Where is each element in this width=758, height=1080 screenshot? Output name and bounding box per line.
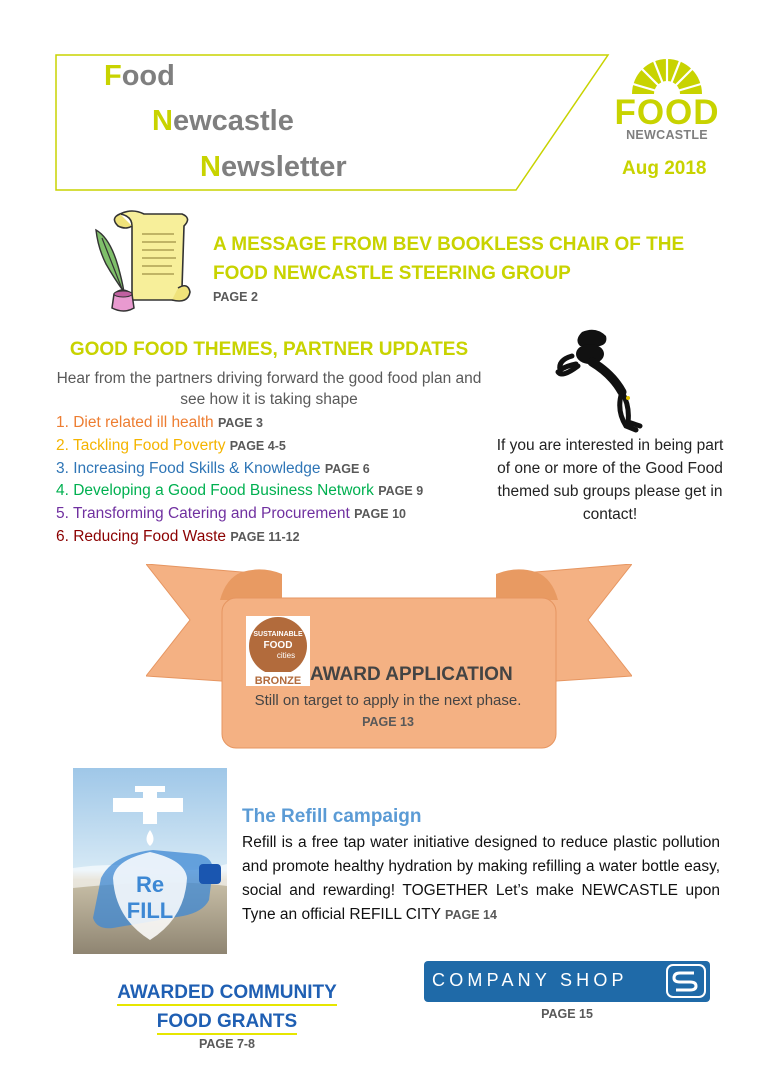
company-shop-page: PAGE 15 <box>541 1007 593 1021</box>
theme-item: 3. Increasing Food Skills & Knowledge PAGE 6 <box>56 459 370 477</box>
chair-message-heading: A MESSAGE FROM BEV BOOKLESS CHAIR OF THE FOOD NEWCASTLE STEERING GROUP <box>213 234 685 284</box>
company-shop-name: COMPANY SHOP <box>432 970 628 990</box>
themes-intro: Hear from the partners driving forward the good food plan and see how it is taking shape <box>56 370 482 408</box>
svg-text:SUSTAINABLE: SUSTAINABLE <box>253 631 303 638</box>
company-shop-emblem-icon <box>666 964 706 998</box>
svg-text:Re: Re <box>135 872 165 897</box>
theme-item: 2. Tackling Food Poverty PAGE 4-5 <box>56 436 286 454</box>
theme-item: 6. Reducing Food Waste PAGE 11-12 <box>56 527 300 545</box>
title-line-food: Food <box>104 60 175 92</box>
award-application-page: PAGE 13 <box>362 715 414 729</box>
chair-message-page: PAGE 2 <box>213 290 258 304</box>
themes-list <box>56 412 516 549</box>
company-shop-logo <box>424 961 710 1002</box>
theme-item: 1. Diet related ill health PAGE 3 <box>56 414 263 431</box>
refill-description: Refill is a free tap water initiative designed to reduce plastic pollution and promote healthy hydration by making refilling a water bottle easy, social and rewarding! TOGETHER Let’s make NEWCASTLE upon Tyne an official REFILL CITY PAGE 14 <box>242 834 720 923</box>
pushing-figure-illustration <box>552 326 664 436</box>
svg-text:cities: cities <box>276 651 296 660</box>
sun-icon <box>614 56 720 96</box>
theme-item: 4. Developing a Good Food Business Network PAGE 9 <box>56 482 424 500</box>
community-grants-page: PAGE 7-8 <box>198 1037 256 1051</box>
svg-text:FILL: FILL <box>126 898 174 923</box>
award-application-text: Still on target to apply in the next phase. <box>254 692 522 709</box>
sustainable-food-cities-bronze-logo <box>246 616 310 686</box>
logo-word-food: FOOD <box>614 93 720 132</box>
award-application-title: AWARD APPLICATION <box>310 664 513 685</box>
title-line-newsletter: Newsletter <box>200 151 347 183</box>
svg-text:FOOD: FOOD <box>263 640 293 651</box>
refill-page: PAGE 14 <box>445 908 497 922</box>
themes-heading: GOOD FOOD THEMES, PARTNER UPDATES <box>69 339 469 360</box>
community-grants-heading: AWARDED COMMUNITY FOOD GRANTS <box>96 978 358 1036</box>
issue-date: Aug 2018 <box>622 158 707 179</box>
logo-word-newcastle: NEWCASTLE <box>626 128 708 142</box>
title-line-newcastle: Newcastle <box>152 105 294 137</box>
refill-heading: The Refill campaign <box>242 806 422 827</box>
theme-item: 5. Transforming Catering and Procurement PAGE 10 <box>56 505 406 523</box>
svg-text:BRONZE: BRONZE <box>254 675 302 686</box>
food-newcastle-logo <box>614 56 720 146</box>
subgroup-contact-text: If you are interested in being part of one or more of the Good Food themed sub groups please get in contact! <box>496 437 724 523</box>
refill-campaign-image <box>73 768 227 954</box>
scroll-quill-illustration <box>92 208 202 318</box>
